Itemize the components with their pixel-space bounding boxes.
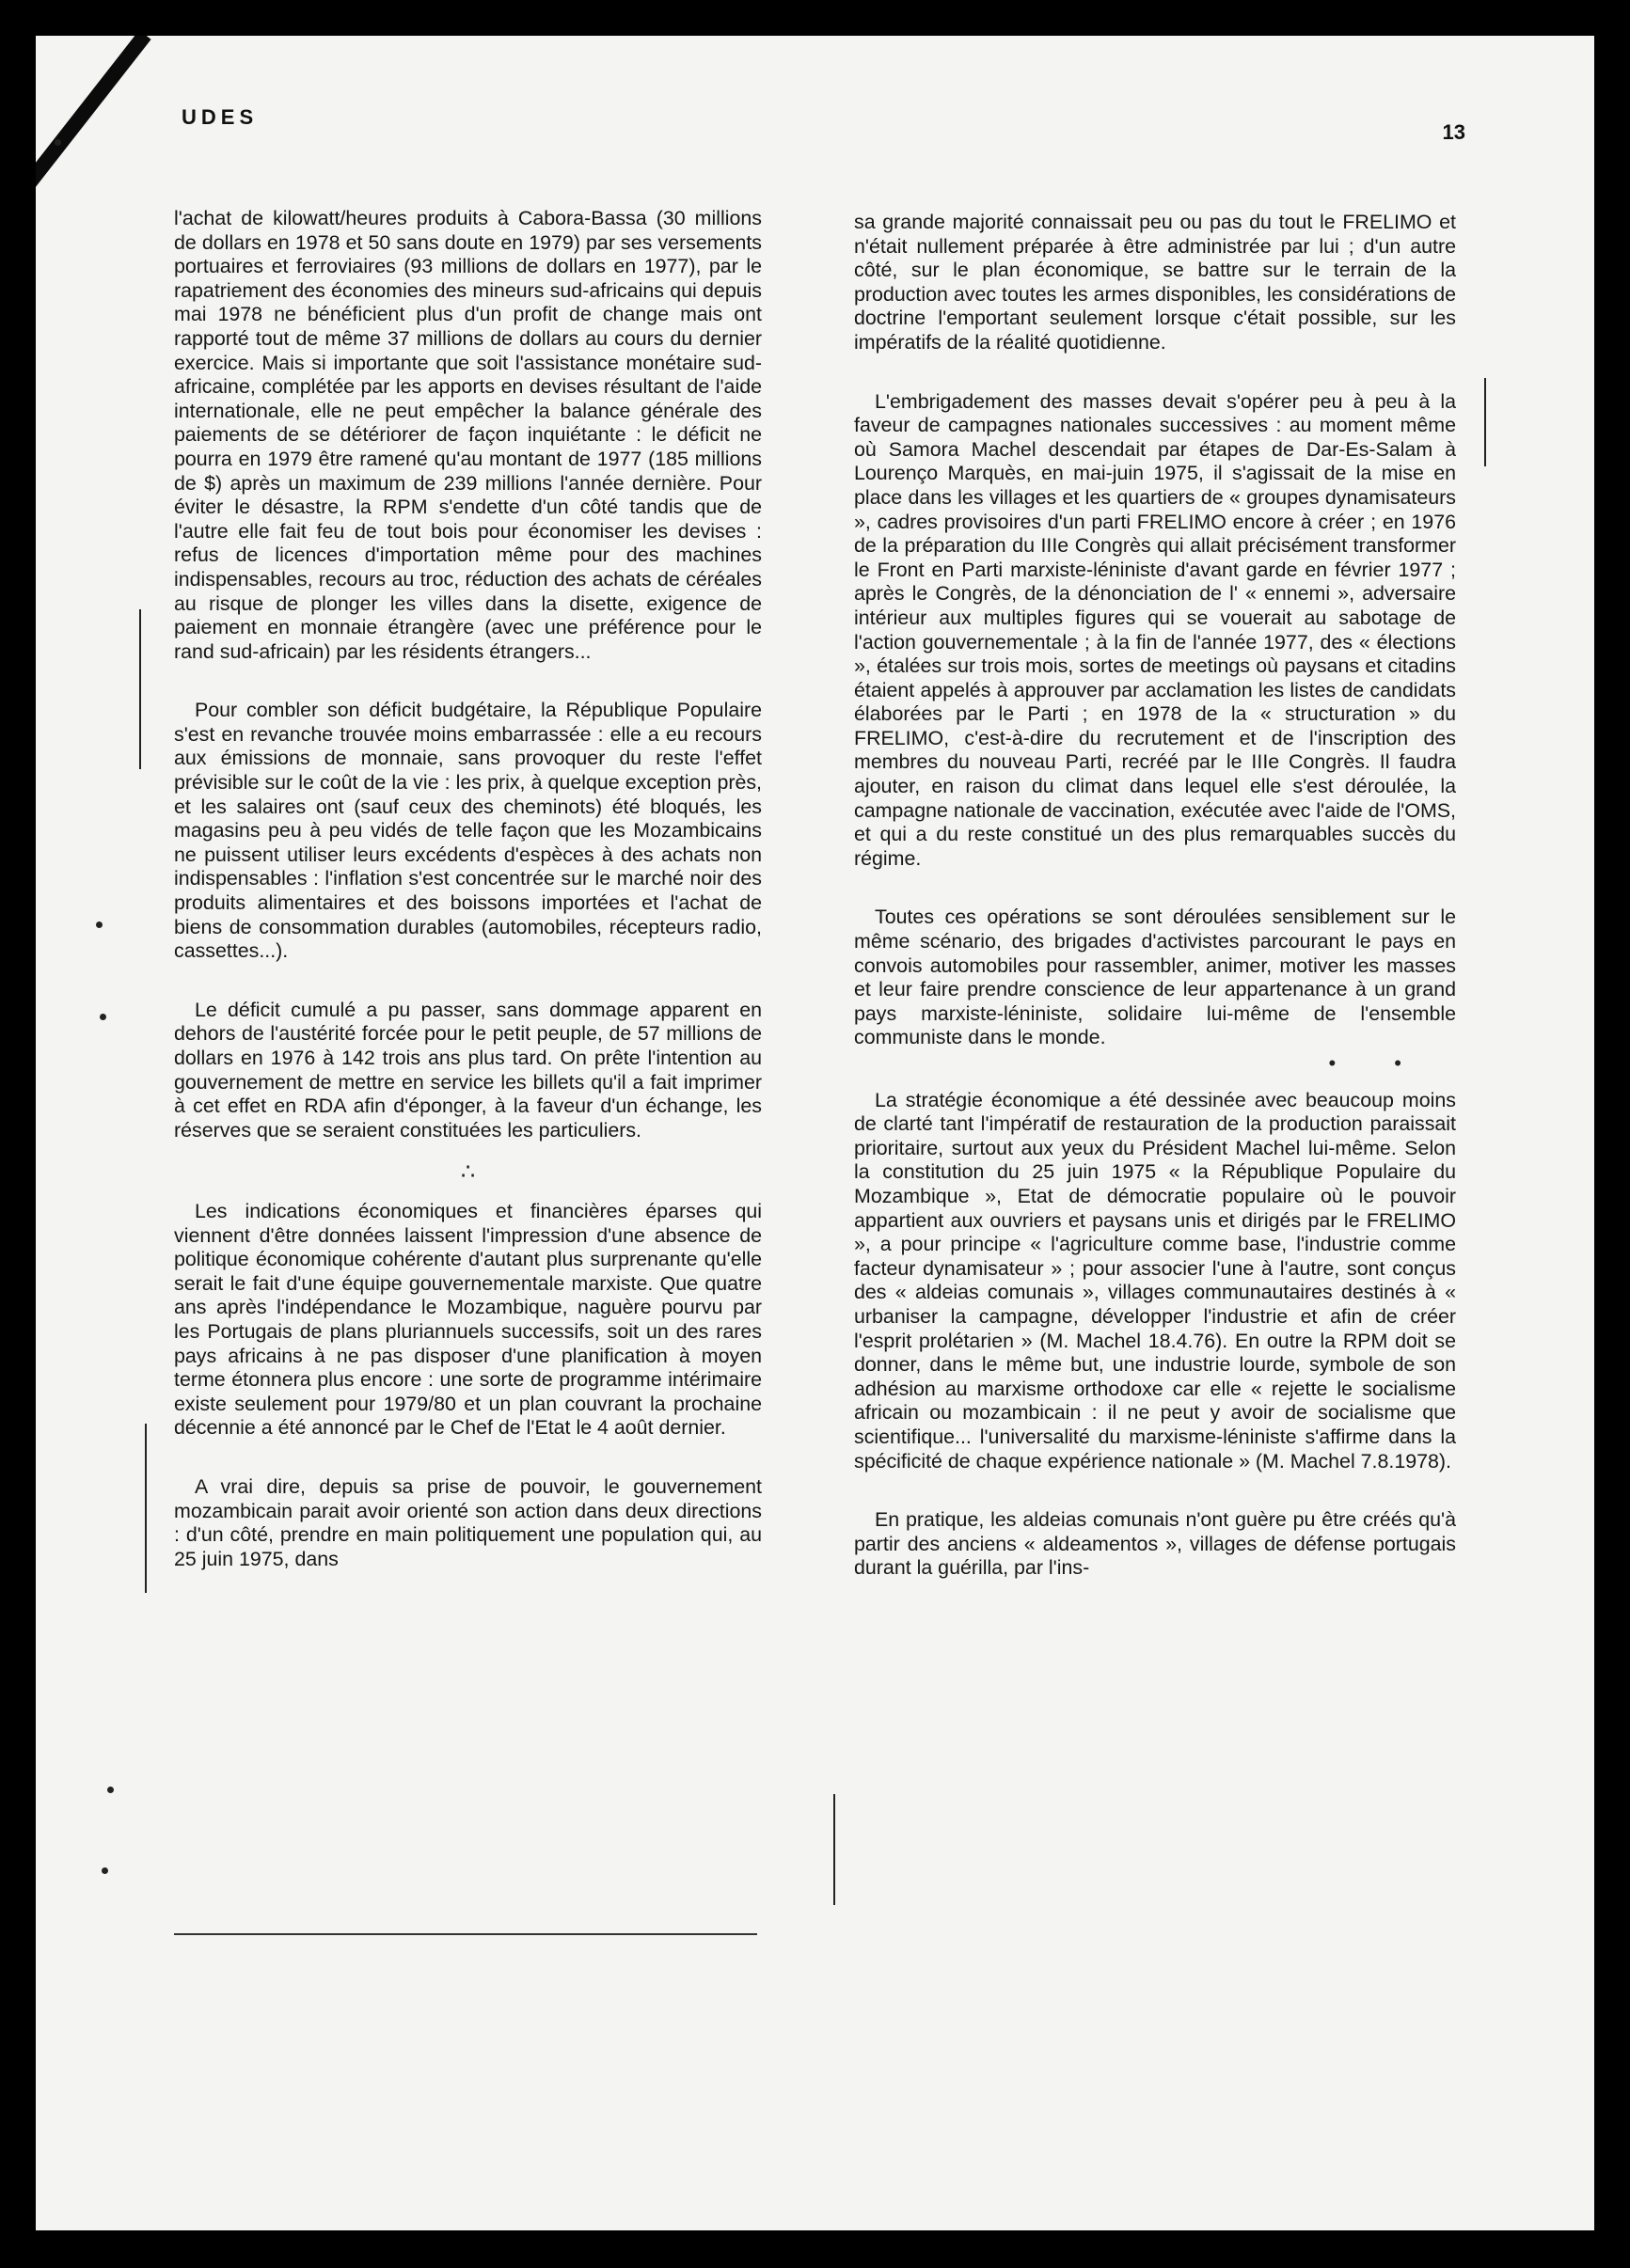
right-column xyxy=(854,211,1456,1615)
paragraph: sa grande majorité connaissait peu ou pas du tout le FRELIMO et n'était nullement préparée à être administrée par lui ; d'un autre côté, sur le plan économique, se battre sur le terrain de la production avec toutes les armes disponibles, les considérations de doctrine l'emportant seulement lorsque c'était possible, sur les impératifs de la réalité quotidienne. xyxy=(854,211,1456,354)
section-separator: ∴ xyxy=(460,1159,476,1186)
diagonal-strike-mark xyxy=(36,36,151,254)
paragraph: A vrai dire, depuis sa prise de pouvoir, le gouvernement mozambicain parait avoir orienté son action dans deux directions : d'un côté, prendre en main politiquement une population qui, au 25 juin 1975, dans xyxy=(174,1474,762,1570)
margin-bracket xyxy=(145,1424,147,1593)
paragraph: l'achat de kilowatt/heures produits à Cabora-Bassa (30 millions de dollars en 1978 et 50 sans doute en 1979) par ses versements portuaires et ferroviaires (93 millions de dollars en 1977), par le rapatriement des économies des mineurs sud-africains qui depuis mai 1978 ne bénéficient plus d'un profit de change mais ont rapporté tout de même 37 millions de dollars au cours du dernier exercice. Mais si importante que soit l'assistance monétaire sud-africaine, complétée par les apports en devises résultant de l'aide internationale, elle ne peut empêcher la balance générale des paiements de se détériorer de façon inquiétante : le déficit ne pourra en 1979 être ramené qu'au montant de 1977 (185 millions de $) après un maximum de 239 millions l'année dernière. Pour éviter le désastre, la RPM s'endette d'un côté tandis que de l'autre elle fait feu de tout bois pour économiser les devises : refus de licences d'importation même pour des machines indispensables, recours au troc, réduction des achats de céréales au risque de plonger les villes dans la disette, exigence de paiement en monnaie étrangère (avec une préférence pour le rand sud-africain) par les résidents étrangers... xyxy=(174,207,762,663)
margin-dot xyxy=(102,1867,108,1874)
paragraph: Pour combler son déficit budgétaire, la République Populaire s'est en revanche trouvée moins embarrassée : elle a eu recours aux émissions de monnaie, sans provoquer du reste l'effet prévisible sur le coût de la vie : les prix, à quelque exception près, et les salaires ont (sauf ceux des cheminots) été bloqués, les magasins peu à peu vidés de telle façon que les Mozambicains ne puissent utiliser leurs excédents d'espèces à des achats non indispensables : l'inflation s'est concentrée sur le marché noir des produits alimentaires et des boissons importées et l'achat de biens de consommation durables (automobiles, récepteurs radio, cassettes...). xyxy=(174,699,762,963)
section-header: UDES xyxy=(182,105,259,129)
margin-dot xyxy=(107,1787,114,1793)
paragraph: La stratégie économique a été dessinée avec beaucoup moins de clarté tant l'impératif de restauration de la production paraissait prioritaire, surtout aux yeux du Président Machel lui-même. Selon la constitution du 25 juin 1975 « la République Populaire du Mozambique », Etat de démocratie populaire où le pouvoir appartient aux ouvriers et paysans unis et dirigés par le FRELIMO », a pour principe « l'agriculture comme base, l'industrie comme facteur dynamisateur » ; pour associer l'une à l'autre, sont conçus des « aldeias comunais », villages communautaires destinés à « urbaniser la campagne, développer l'industrie et afin de créer l'esprit prolétarien » (M. Machel 18.4.76). En outre la RPM doit se donner, dans le même but, une industrie lourde, symbole de son adhésion au marxisme orthodoxe car elle « rejette le socialisme africain ou mozambicain : il ne peut y avoir de socialisme que scientifique... l'universalité du marxisme-léniniste s'affirme dans la spécificité de chaque expérience nationale » (M. Machel 7.8.1978). xyxy=(854,1088,1456,1473)
paragraph: Le déficit cumulé a pu passer, sans dommage apparent en dehors de l'austérité forcée pour le petit peuple, de 57 millions de dollars en 1976 à 142 trois ans plus tard. On prête l'intention au gouvernement de mettre en service les billets qu'il a fait imprimer à cet effet en RDA afin d'éponger, à la faveur d'un échange, les réserves que se seraient constituées les particuliers. xyxy=(174,998,762,1142)
margin-dot xyxy=(96,921,103,928)
paragraph: L'embrigadement des masses devait s'opérer peu à peu à la faveur de campagnes nationales successives : au moment même où Samora Machel descendait par étapes de Dar-Es-Salam à Lourenço Marquès, en mai-juin 1975, il s'agissait de la mise en place dans les villages et les quartiers de « groupes dynamisateurs », cadres provisoires d'un parti FRELIMO encore à créer ; en 1976 de la préparation du IIIe Congrès qui allait précisément transformer le Front en Parti marxiste-léniniste d'avant garde en février 1977 ; après le Congrès, de la dénonciation de l' « ennemi », adversaire intérieur aux multiples figures qui se vouerait au sabotage de l'action gouvernementale ; à la fin de l'année 1977, des « élections », étalées sur trois mois, sortes de meetings où paysans et citadins étaient appelés à approuver par acclamation les listes de candidats élaborées par le Parti ; en 1978 de la « structuration » du FRELIMO, c'est-à-dire du recrutement et de l'inscription des membres du nouveau Parti, recréé par le IIIe Congrès. Il faudra ajouter, en raison du climat dans lequel elle s'est déroulée, la campagne nationale de vaccination, exécutée avec l'aide de l'OMS, et qui a du reste constitué un des plus remarquables succès du régime. xyxy=(854,389,1456,870)
margin-bracket xyxy=(139,609,141,769)
margin-dot xyxy=(100,1014,106,1020)
footer-rule xyxy=(174,1933,757,1935)
document-page xyxy=(36,36,1594,2230)
margin-marks: • • xyxy=(1328,1051,1428,1075)
paragraph: En pratique, les aldeias comunais n'ont guère pu être créés qu'à partir des anciens « aldeamentos », villages de défense portugais durant la guérilla, par l'ins- xyxy=(854,1508,1456,1580)
margin-bracket xyxy=(833,1794,835,1905)
paragraph: Toutes ces opérations se sont déroulées sensiblement sur le même scénario, des brigades d'activistes parcourant le pays en convois automobiles pour rassembler, animer, motiver les masses et leur faire prendre conscience de leur appartenance à un grand pays marxiste-léniniste, solidaire lui-même de l'ensemble communiste dans le monde. xyxy=(854,906,1456,1049)
paragraph: Les indications économiques et financières éparses qui viennent d'être données laissent l'impression d'une absence de politique économique cohérente d'autant plus surprenante qu'elle serait le fait d'une équipe gouvernementale marxiste. Que quatre ans après l'indépendance le Mozambique, naguère pourvu par les Portugais de plans pluriannuels successifs, soit un des rares pays africains à ne pas disposer d'une planification à moyen terme étonnera plus encore : une sorte de programme intérimaire existe seulement pour 1979/80 et un plan couvrant la prochaine décennie a été annoncé par le Chef de l'Etat le 4 août dernier. xyxy=(174,1199,762,1440)
margin-bracket xyxy=(1484,378,1486,466)
left-column xyxy=(174,207,762,1606)
page-number: 13 xyxy=(1442,120,1465,144)
margin-dot xyxy=(55,139,61,146)
